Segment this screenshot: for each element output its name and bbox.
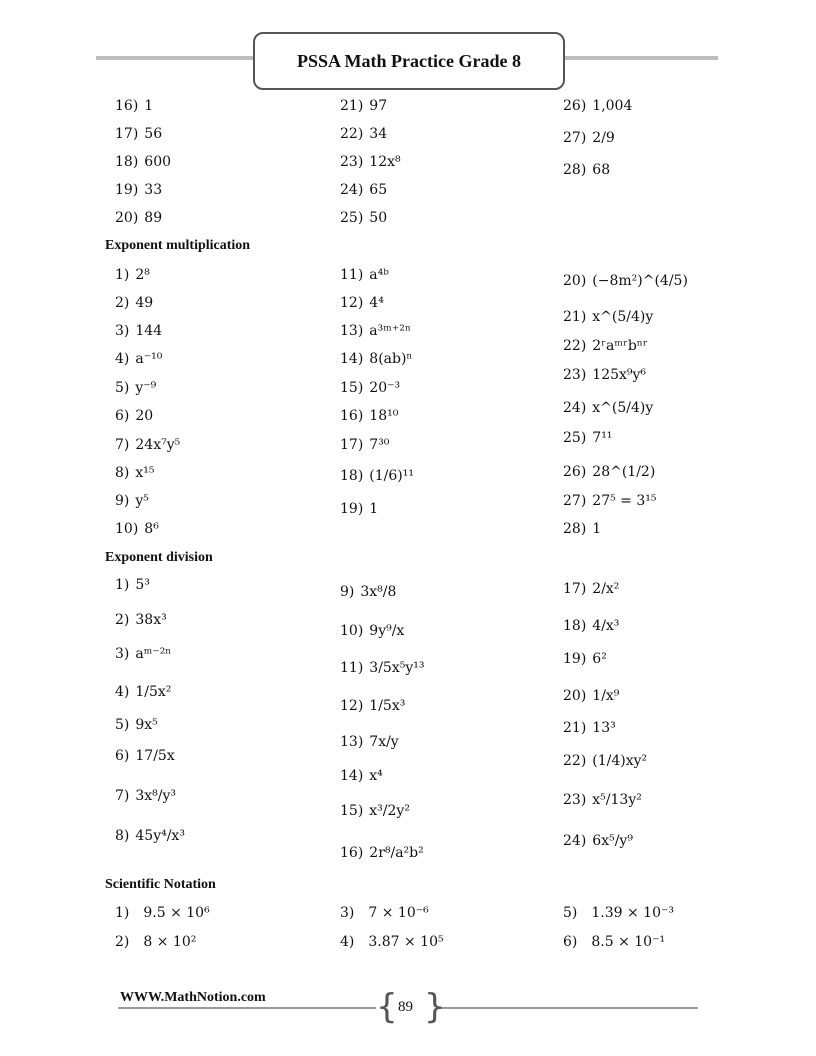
answer-item: 12) 4⁴ xyxy=(340,295,384,311)
answer-item: 9) 3x⁸/8 xyxy=(340,584,397,600)
answer-item: 11) a⁴ᵇ xyxy=(340,267,389,283)
answer-item: 3) aᵐ⁻²ⁿ xyxy=(115,646,172,662)
answer-item: 17) 7³⁰ xyxy=(340,437,390,453)
answer-item: 14) 8(ab)ⁿ xyxy=(340,351,413,367)
footer-rule-right xyxy=(438,1007,698,1009)
answer-item: 20) 1/x⁹ xyxy=(563,688,620,704)
section-title-exponent-multiplication: Exponent multiplication xyxy=(105,238,251,253)
page-number: 89 xyxy=(398,999,413,1015)
answer-item: 3) 144 xyxy=(115,323,163,339)
left-brace-icon: { xyxy=(376,987,398,1027)
answer-item: 22) 2ʳaᵐʳbⁿʳ xyxy=(563,338,648,354)
answer-item: 20) (−8m²)^(4/5) xyxy=(563,273,688,289)
answer-item: 9) y⁵ xyxy=(115,493,149,509)
answer-item: 10) 8⁶ xyxy=(115,521,159,537)
answer-item: 17) 2/x² xyxy=(563,581,620,597)
answer-item: 18) (1/6)¹¹ xyxy=(340,468,414,484)
answer-item: 24) 6x⁵/y⁹ xyxy=(563,833,633,849)
section-title-exponent-division: Exponent division xyxy=(105,550,213,565)
answer-item: 21) 97 xyxy=(340,98,388,114)
answer-item: 24) x^(5/4)y xyxy=(563,400,654,416)
answer-item: 6) 20 xyxy=(115,408,154,424)
page-title: PSSA Math Practice Grade 8 xyxy=(297,50,521,71)
answer-item: 2) 38x³ xyxy=(115,612,167,628)
answer-item: 4) 1/5x² xyxy=(115,684,172,700)
footer-rule-left xyxy=(118,1007,376,1009)
answer-item: 6) 8.5 × 10⁻¹ xyxy=(563,934,666,950)
answer-item: 16) 2r⁸/a²b² xyxy=(340,845,424,861)
answer-item: 13) a³ᵐ⁺²ⁿ xyxy=(340,323,411,339)
answer-item: 4) a⁻¹⁰ xyxy=(115,351,163,367)
answer-item: 5) 9x⁵ xyxy=(115,717,158,733)
answer-item: 28) 1 xyxy=(563,521,602,537)
section-title-scientific-notation: Scientific Notation xyxy=(105,877,216,892)
answer-item: 27) 2/9 xyxy=(563,130,615,146)
answer-item: 25) 50 xyxy=(340,210,388,226)
answer-item: 18) 4/x³ xyxy=(563,618,620,634)
answer-item: 19) 1 xyxy=(340,501,379,517)
answer-item: 14) x⁴ xyxy=(340,768,383,784)
answer-item: 28) 68 xyxy=(563,162,611,178)
right-brace-icon: } xyxy=(424,987,446,1027)
answer-item: 2) 49 xyxy=(115,295,154,311)
answer-item: 7) 24x⁷y⁵ xyxy=(115,437,181,453)
page-title-box xyxy=(253,32,565,90)
answer-item: 27) 27⁵ = 3¹⁵ xyxy=(563,493,657,509)
answer-item: 4) 3.87 × 10⁵ xyxy=(340,934,444,950)
answer-item: 8) 45y⁴/x³ xyxy=(115,828,185,844)
answer-item: 16) 18¹⁰ xyxy=(340,408,399,424)
answer-item: 20) 89 xyxy=(115,210,163,226)
answer-item: 12) 1/5x³ xyxy=(340,698,406,714)
answer-item: 22) 34 xyxy=(340,126,388,142)
answer-item: 5) y⁻⁹ xyxy=(115,380,157,396)
answer-item: 8) x¹⁵ xyxy=(115,465,155,481)
answer-item: 1) 9.5 × 10⁶ xyxy=(115,905,210,921)
answer-item: 15) 20⁻³ xyxy=(340,380,401,396)
answer-item: 22) (1/4)xy² xyxy=(563,753,648,769)
answer-item: 26) 28^(1/2) xyxy=(563,464,656,480)
answer-item: 6) 17/5x xyxy=(115,748,175,764)
answer-item: 3) 7 × 10⁻⁶ xyxy=(340,905,429,921)
answer-item: 5) 1.39 × 10⁻³ xyxy=(563,905,674,921)
answer-item: 18) 600 xyxy=(115,154,172,170)
answer-item: 15) x³/2y² xyxy=(340,803,410,819)
answer-item: 7) 3x⁸/y³ xyxy=(115,788,177,804)
answer-item: 21) 13³ xyxy=(563,720,616,736)
header-rule-left xyxy=(96,56,253,60)
answer-item: 1) 2⁸ xyxy=(115,267,150,283)
answer-item: 11) 3/5x⁵y¹³ xyxy=(340,660,425,676)
answer-item: 13) 7x/y xyxy=(340,734,399,750)
answer-item: 16) 1 xyxy=(115,98,154,114)
answer-item: 25) 7¹¹ xyxy=(563,430,613,446)
answer-item: 17) 56 xyxy=(115,126,163,142)
answer-item: 26) 1,004 xyxy=(563,98,633,114)
answer-item: 1) 5³ xyxy=(115,577,150,593)
answer-item: 23) x⁵/13y² xyxy=(563,792,642,808)
footer-website-link[interactable]: WWW.MathNotion.com xyxy=(120,990,266,1005)
answer-item: 23) 12x⁸ xyxy=(340,154,401,170)
answer-item: 23) 125x⁹y⁶ xyxy=(563,367,647,383)
answer-item: 2) 8 × 10² xyxy=(115,934,197,950)
answer-item: 19) 33 xyxy=(115,182,163,198)
answer-item: 10) 9y⁹/x xyxy=(340,623,405,639)
header-rule-right xyxy=(563,56,718,60)
answer-item: 24) 65 xyxy=(340,182,388,198)
answer-item: 21) x^(5/4)y xyxy=(563,309,654,325)
answer-item: 19) 6² xyxy=(563,651,607,667)
